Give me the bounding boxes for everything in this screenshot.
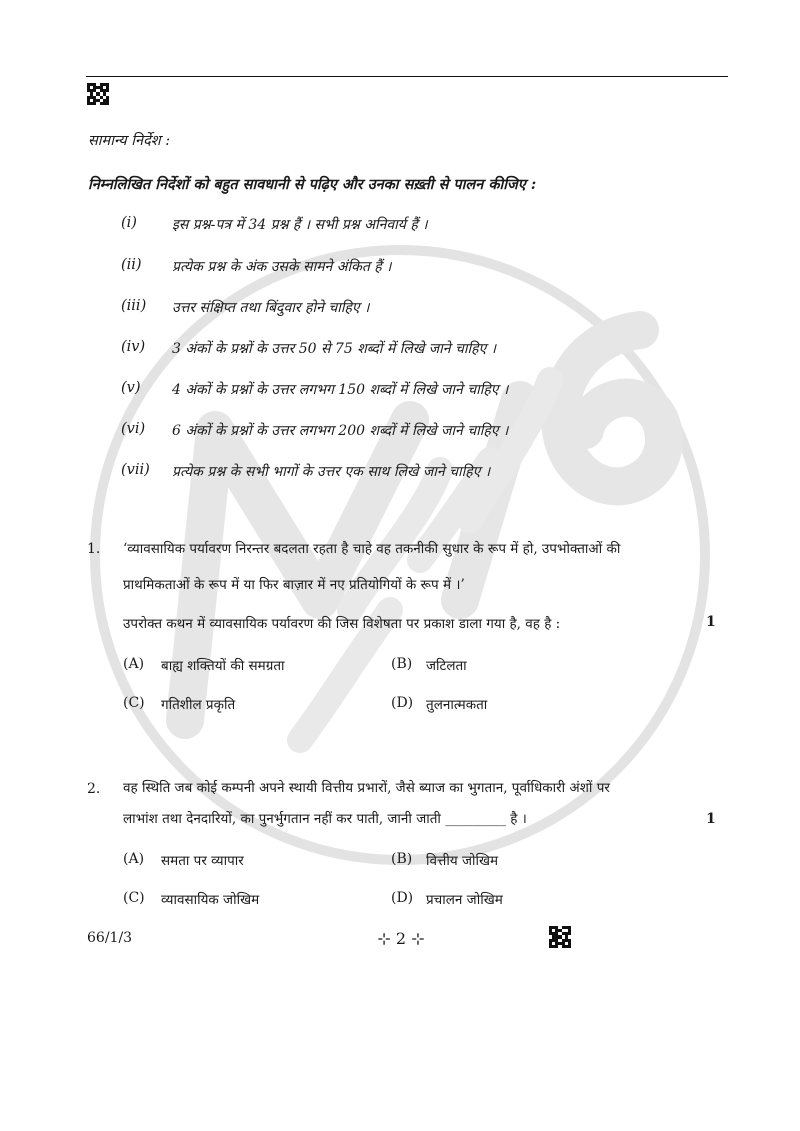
option-text: प्रचालन जोखिम [426,892,503,908]
instruction-number: (v) [121,380,141,396]
option-text: वित्तीय जोखिम [426,853,499,869]
instruction-number: (iii) [121,298,147,314]
option-text: जटिलता [426,658,467,674]
question-text: ‘व्यावसायिक पर्यावरण निरन्तर बदलता रहता है चाहे वह तकनीकी सुधार के रूप में हो, उपभोक्ताओं की [123,541,621,557]
option-label: (A) [123,851,145,867]
option-text: समता पर व्यापार [161,853,244,869]
paper-code: 66/1/3 [87,930,133,946]
ornament-right-icon: ⊹ [411,929,425,948]
option-label: (B) [391,851,413,867]
option-label: (A) [123,656,145,672]
instruction-text: 3 अंकों के प्रश्नों के उत्तर 50 से 75 शब्दों में लिखे जाने चाहिए । [172,341,497,357]
header-rule [86,76,728,77]
instructions-intro: निम्नलिखित निर्देशों को बहुत सावधानी से पढ़िए और उनका सख़्ती से पालन कीजिए : [88,176,537,193]
option-label: (D) [391,695,414,711]
ornament-left-icon: ⊹ [377,929,391,948]
question-text: लाभांश तथा देनदारियों, का पुनर्भुगतान नहीं कर पाती, जानी जाती _________ है । [123,811,527,827]
instruction-number: (vii) [121,462,150,478]
question-text: प्राथमिकताओं के रूप में या फिर बाज़ार में नए प्रतियोगियों के रूप में ।’ [123,577,465,593]
option-text: व्यावसायिक जोखिम [161,892,260,908]
question-prompt: उपरोक्त कथन में व्यावसायिक पर्यावरण की जिस विशेषता पर प्रकाश डाला गया है, वह है : [123,616,561,632]
instruction-number: (ii) [121,257,142,273]
instruction-number: (vi) [121,421,146,437]
option-label: (D) [391,890,414,906]
option-label: (B) [391,656,413,672]
option-label: (C) [123,890,145,906]
instruction-text: इस प्रश्न-पत्र में 34 प्रश्न हैं । सभी प्रश्न अनिवार्य हैं । [172,217,428,233]
question-marks: 1 [706,614,716,630]
question-number: 1. [87,541,101,557]
option-text: बाह्य शक्तियों की समग्रता [161,658,285,674]
instruction-text: उत्तर संक्षिप्त तथा बिंदुवार होने चाहिए । [172,300,370,316]
instruction-number: (iv) [121,339,146,355]
question-text: वह स्थिति जब कोई कम्पनी अपने स्थायी वित्तीय प्रभारों, जैसे ब्याज का भुगतान, पूर्वाधिकारी अंशों पर [123,780,610,796]
page-number-value: 2 [395,929,407,948]
question-number: 2. [87,781,101,797]
instruction-number: (i) [121,215,137,231]
option-text: गतिशील प्रकृति [161,697,236,713]
instruction-text: प्रत्येक प्रश्न के अंक उसके सामने अंकित हैं । [172,259,392,275]
general-instructions-heading: सामान्य निर्देश : [88,133,171,149]
option-label: (C) [123,695,145,711]
instruction-text: प्रत्येक प्रश्न के सभी भागों के उत्तर एक साथ लिखे जाने चाहिए । [172,464,491,480]
option-text: तुलनात्मकता [426,697,488,713]
page-number [365,929,437,948]
qr-code-icon [87,83,109,105]
instruction-text: 4 अंकों के प्रश्नों के उत्तर लगभग 150 शब्दों में लिखे जाने चाहिए । [172,382,509,398]
qr-code-icon [549,926,571,948]
instruction-text: 6 अंकों के प्रश्नों के उत्तर लगभग 200 शब्दों में लिखे जाने चाहिए । [172,423,509,439]
question-marks: 1 [706,811,716,827]
